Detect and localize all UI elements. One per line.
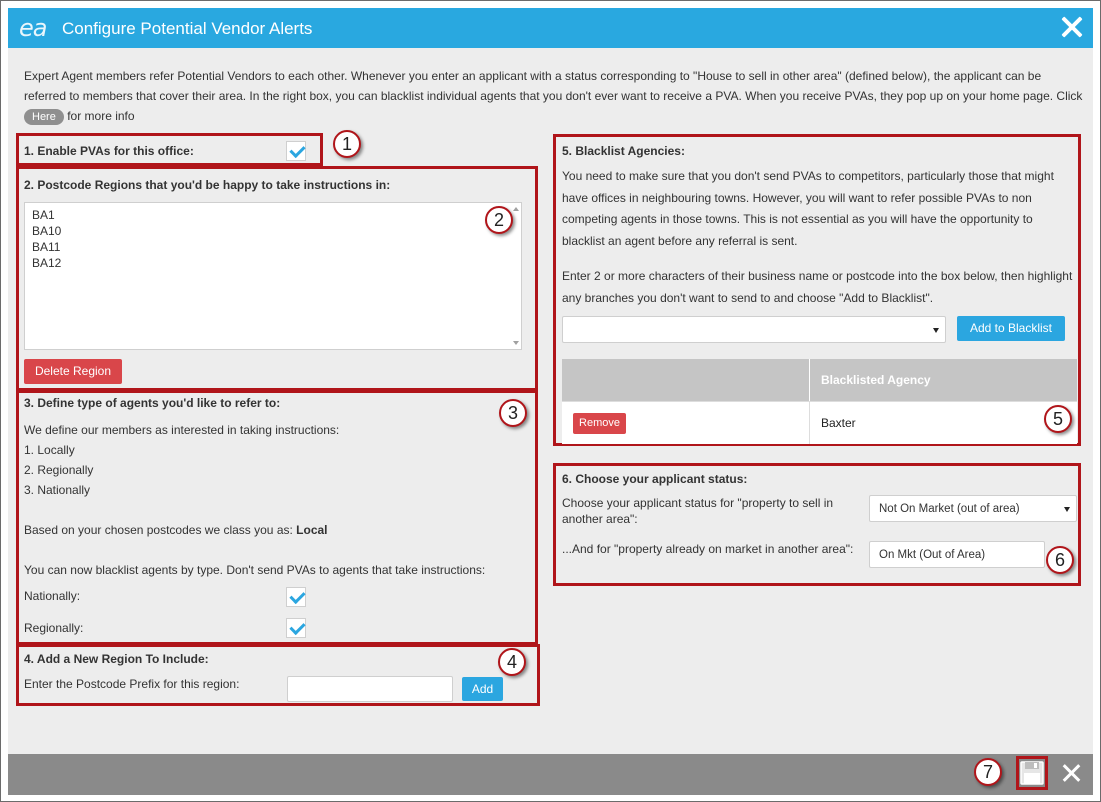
intro-text xyxy=(24,66,1084,126)
enable-pvas-checkbox[interactable] xyxy=(286,141,306,161)
dropdown-arrow-icon xyxy=(1064,507,1070,512)
close-icon[interactable] xyxy=(1061,762,1083,784)
status-label-2: ...And for "property already on market in another area": xyxy=(562,542,854,556)
region-item[interactable]: BA1 xyxy=(32,208,55,222)
status-select-1[interactable] xyxy=(869,495,1077,522)
footer-bar xyxy=(8,754,1093,795)
dropdown-arrow-icon xyxy=(933,328,939,333)
save-button[interactable] xyxy=(1016,756,1048,790)
type-nationally: 3. Nationally xyxy=(24,483,91,497)
intro-text-part1: Expert Agent members refer Potential Vendors to each other. Whenever you enter an applicant with a status corresponding to "House to sell in other area" (defined below), the applicant can be referred to members that cover their area. In the right box, you can blacklist individual agents that you don't ever want to receive a PVA. When you receive PVAs, they pop up on your home page. Click xyxy=(24,69,1083,103)
save-icon xyxy=(1019,759,1045,787)
here-link[interactable]: Here xyxy=(24,109,64,125)
section5-title: 5. Blacklist Agencies: xyxy=(562,144,685,158)
table-header-empty xyxy=(562,359,809,401)
close-icon[interactable] xyxy=(1059,14,1085,40)
region-item[interactable]: BA12 xyxy=(32,256,62,270)
section5-para2: Enter 2 or more characters of their business name or postcode into the box below, then highlight any branches you don't want to send to and choose "Add to Blacklist". xyxy=(562,269,1073,305)
table-header-agency: Blacklisted Agency xyxy=(809,359,1077,401)
section4-title: 4. Add a New Region To Include: xyxy=(24,652,209,666)
dialog xyxy=(8,8,1093,795)
callout-2: 2 xyxy=(485,206,513,234)
remove-button[interactable]: Remove xyxy=(573,413,626,434)
section1-title: 1. Enable PVAs for this office: xyxy=(24,144,194,158)
section2-title: 2. Postcode Regions that you'd be happy to take instructions in: xyxy=(24,178,391,192)
postcode-prefix-input[interactable] xyxy=(287,676,453,702)
regionally-checkbox[interactable] xyxy=(286,618,306,638)
dialog-title: Configure Potential Vendor Alerts xyxy=(62,19,313,38)
postcode-regions-list[interactable] xyxy=(24,202,522,350)
add-region-button[interactable]: Add xyxy=(462,677,503,701)
callout-5: 5 xyxy=(1044,405,1072,433)
section5-para1: You need to make sure that you don't send PVAs to competitors, particularly those that might have offices in neighbouring towns. However, you will want to refer possible PVAs to non competing agents in those towns. This is not essential as you will have the opportunity to blacklist an agent before any referral is sent. xyxy=(562,169,1054,248)
ea-logo: ea xyxy=(19,14,47,42)
status-select-2-value: On Mkt (Out of Area) xyxy=(879,549,986,561)
type-locally: 1. Locally xyxy=(24,443,75,457)
nationally-checkbox[interactable] xyxy=(286,587,306,607)
class-text xyxy=(24,520,328,540)
nationally-label: Nationally: xyxy=(24,589,81,603)
callout-6: 6 xyxy=(1046,546,1074,574)
add-to-blacklist-button[interactable]: Add to Blacklist xyxy=(957,316,1065,341)
regionally-label: Regionally: xyxy=(24,621,84,635)
section3-intro: We define our members as interested in taking instructions: xyxy=(24,423,340,437)
class-prefix: Based on your chosen postcodes we class you as: xyxy=(24,523,293,537)
callout-7: 7 xyxy=(974,758,1002,786)
scroll-down-arrow-icon[interactable] xyxy=(513,341,519,345)
blacklist-table xyxy=(562,359,1077,444)
scroll-up-arrow-icon[interactable] xyxy=(513,207,519,211)
agency-search-select[interactable] xyxy=(562,316,946,343)
intro-text-part2: for more info xyxy=(67,109,135,123)
region-item[interactable]: BA11 xyxy=(32,240,61,254)
status-label-1: Choose your applicant status for "property to sell in another area": xyxy=(562,496,834,526)
delete-region-button[interactable]: Delete Region xyxy=(24,359,122,384)
status-select-2[interactable] xyxy=(869,541,1045,568)
callout-4: 4 xyxy=(498,648,526,676)
table-cell-agency: Baxter xyxy=(809,401,1077,444)
section3-title: 3. Define type of agents you'd like to refer to: xyxy=(24,396,281,410)
callout-3: 3 xyxy=(499,399,527,427)
title-bar xyxy=(8,8,1093,48)
status-select-1-value: Not On Market (out of area) xyxy=(879,503,1020,515)
postcode-prefix-label: Enter the Postcode Prefix for this region: xyxy=(24,677,240,691)
table-cell-action xyxy=(562,401,809,444)
callout-1: 1 xyxy=(333,130,361,158)
type-regionally: 2. Regionally xyxy=(24,463,94,477)
blacklist-type-text: You can now blacklist agents by type. Don't send PVAs to agents that take instructions: xyxy=(24,563,486,577)
class-value: Local xyxy=(296,523,328,537)
region-item[interactable]: BA10 xyxy=(32,224,62,238)
section6-title: 6. Choose your applicant status: xyxy=(562,472,748,486)
